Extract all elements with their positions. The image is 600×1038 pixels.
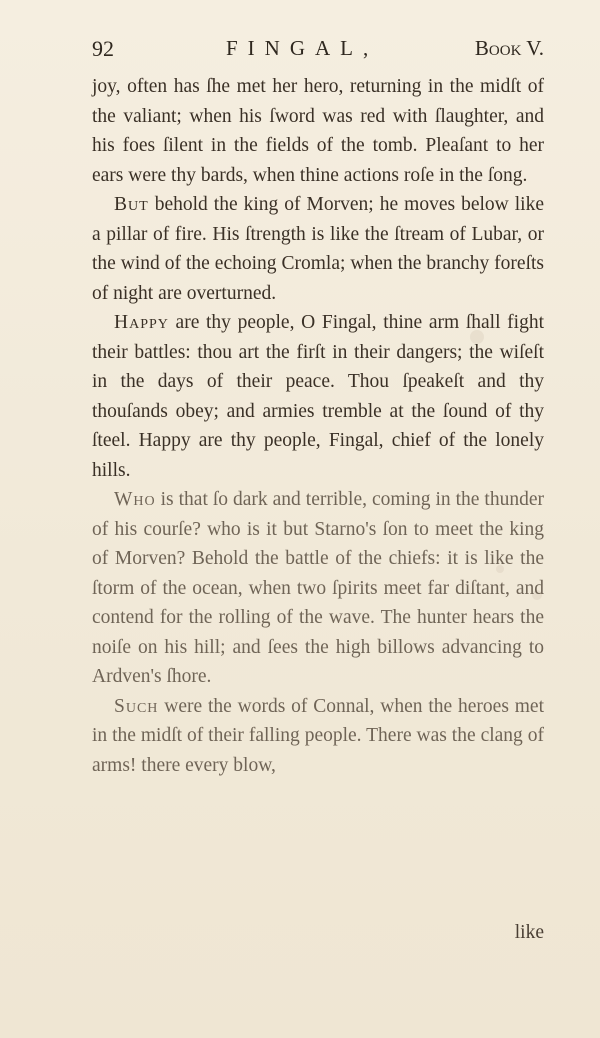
paragraph-text: behold the king of Morven; he moves below like a pillar of fire. His ſtrength is like the ſtream of Lubar, or the wind of the echoing Cromla; when the branchy foreſts of night are overturned. — [92, 194, 544, 304]
paragraph — [92, 308, 544, 485]
paragraph — [92, 692, 544, 781]
paragraph — [92, 190, 544, 308]
paragraph-text: were the words of Connal, when the heroes met in the midſt of their falling people. There was the clang of arms! there every blow, — [92, 695, 544, 776]
paragraph — [92, 485, 544, 692]
running-head — [92, 36, 544, 70]
body-text — [92, 72, 544, 780]
paragraph-text: are thy people, O Fingal, thine arm ſhall fight their battles: thou art the firſt in their dangers; the wiſeſt in the days of their peace. Thou ſpeakeſt and thy thouſands obey; and armies tremble at the ſound of thy ſteel. Happy are thy people, Fingal, chief of the lonely hills. — [92, 312, 544, 481]
paragraph-opening-word: Happy — [114, 312, 169, 333]
book-label: Book V. — [474, 36, 544, 60]
catchword: like — [514, 922, 544, 943]
paragraph-text: joy, often has ſhe met her hero, returning in the midſt of the valiant; when his ſword was red with ſlaughter, and his foes ſilent in the fields of the tomb. Pleaſant to her ears were thy bards, when thine actions roſe in the ſong. — [92, 76, 544, 186]
paragraph-opening-word: But — [114, 194, 149, 215]
paragraph-text: is that ſo dark and terrible, coming in the thunder of his courſe? who is it but Starno's ſon to meet the king of Morven? Behold the battle of the chiefs: it is like the ſtorm of the ocean, when two ſpirits meet far diſtant, and contend for the rolling of the wave. The hunter hears the noiſe on his hill; and ſees the high billows advancing to Ardven's ſhore. — [92, 489, 544, 687]
paragraph-opening-word: Who — [114, 489, 156, 510]
page-number: 92 — [92, 36, 114, 61]
running-title: FINGAL, — [226, 36, 379, 60]
paragraph — [92, 72, 544, 190]
paragraph-opening-word: Such — [114, 695, 159, 717]
